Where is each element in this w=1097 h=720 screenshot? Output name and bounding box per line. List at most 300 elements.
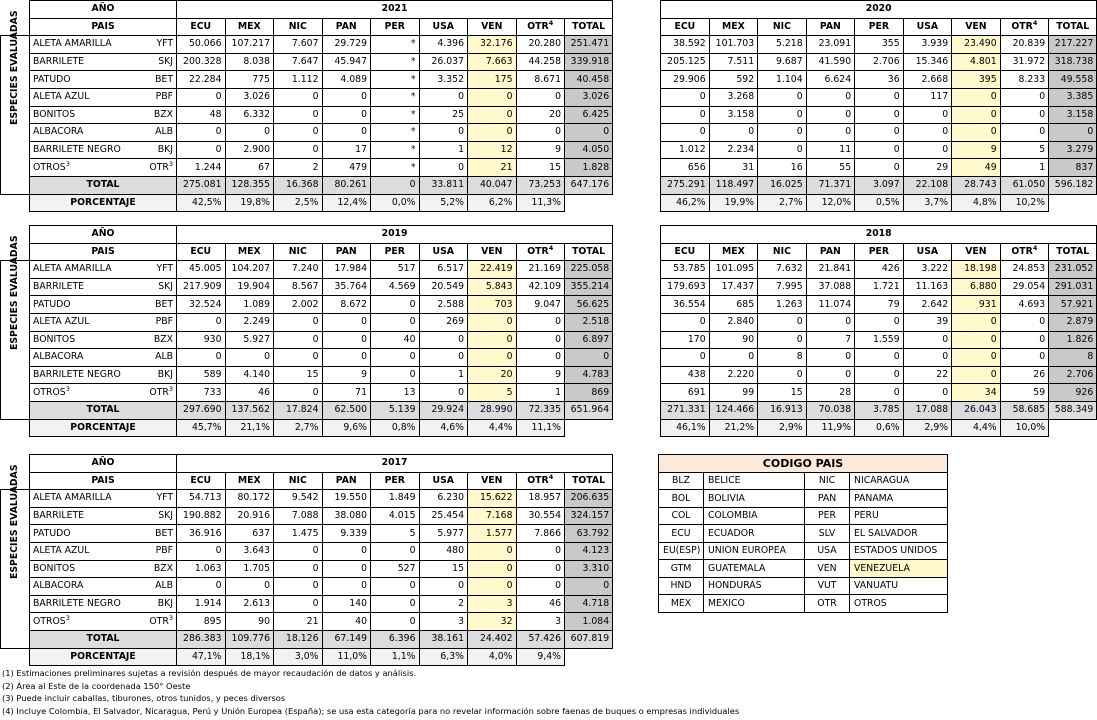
value-cell: 0 (1000, 124, 1049, 142)
value-cell: 6.230 (419, 490, 468, 508)
value-cell: 0 (274, 349, 323, 367)
value-cell: 1.244 (177, 159, 226, 177)
value-cell: 90 (709, 331, 758, 349)
value-cell: 0 (516, 542, 565, 560)
species-row-label (30, 331, 177, 349)
value-cell: 8 (1049, 349, 1097, 367)
value-cell: 17.437 (709, 278, 758, 296)
total-cell: 0 (371, 176, 420, 194)
value-cell: 36.916 (177, 525, 226, 543)
value-cell: 0 (516, 88, 565, 106)
value-cell: 7.511 (709, 53, 758, 71)
value-cell: 0 (516, 578, 565, 596)
country-name: NICARAGUA (850, 472, 948, 490)
value-cell: 40.458 (565, 71, 613, 89)
value-cell: 3 (468, 595, 517, 613)
value-cell: 40 (322, 613, 371, 631)
value-cell: 438 (661, 366, 710, 384)
y2021-col-nic: NIC (274, 18, 323, 36)
value-cell: 0 (468, 578, 517, 596)
y2017-col-total: TOTAL (565, 472, 613, 490)
value-cell: 225.058 (565, 261, 613, 279)
value-cell: 1 (1000, 159, 1049, 177)
value-cell: 1 (419, 366, 468, 384)
ano-label: AÑO (30, 1, 177, 19)
total-cell: 57.426 (516, 630, 565, 648)
species-name: PATUDO (33, 73, 71, 85)
value-cell: 0 (903, 106, 952, 124)
value-cell: 0 (419, 331, 468, 349)
value-cell: 9.047 (516, 296, 565, 314)
value-cell: 1.104 (758, 71, 807, 89)
country-code: PER (805, 507, 850, 525)
percent-cell: 3,7% (903, 194, 952, 212)
percent-cell: 11,0% (322, 648, 371, 666)
value-cell: 517 (371, 261, 420, 279)
value-cell: 2.220 (709, 366, 758, 384)
value-cell: 6.517 (419, 261, 468, 279)
value-cell: 217.227 (1049, 36, 1097, 54)
value-cell: 42.109 (516, 278, 565, 296)
total-cell: 26.043 (952, 401, 1001, 419)
value-cell: 18.957 (516, 490, 565, 508)
value-cell: 0 (516, 124, 565, 142)
value-cell: 5.927 (225, 331, 274, 349)
value-cell: 656 (661, 159, 710, 177)
value-cell: 2.234 (709, 141, 758, 159)
value-cell: 36.554 (661, 296, 710, 314)
y2018-col-nic: NIC (758, 243, 807, 261)
total-cell: 16.913 (758, 401, 807, 419)
value-cell: 9 (322, 366, 371, 384)
species-row-label (30, 560, 177, 578)
value-cell: 895 (177, 613, 226, 631)
value-cell: 4.015 (371, 507, 420, 525)
value-cell: 0 (855, 159, 904, 177)
value-cell: 1.826 (1049, 331, 1097, 349)
total-row-label: TOTAL (30, 630, 177, 648)
species-code: SKJ (158, 56, 173, 68)
value-cell: 395 (952, 71, 1001, 89)
species-name: BONITOS (33, 333, 76, 345)
value-cell: 30.554 (516, 507, 565, 525)
value-cell: 2.002 (274, 296, 323, 314)
value-cell: 0 (565, 578, 613, 596)
y2020-col-pan: PAN (806, 18, 855, 36)
value-cell: 0 (177, 124, 226, 142)
species-row-label (30, 141, 177, 159)
value-cell: 0 (855, 106, 904, 124)
value-cell: 21.841 (806, 261, 855, 279)
species-name: BARRILETE (33, 56, 85, 68)
value-cell: 2.668 (903, 71, 952, 89)
total-cell: 128.355 (225, 176, 274, 194)
value-cell: 8.038 (225, 53, 274, 71)
value-cell: 15 (419, 560, 468, 578)
value-cell: 20.280 (516, 36, 565, 54)
value-cell: 339.918 (565, 53, 613, 71)
value-cell: 479 (322, 159, 371, 177)
value-cell: 0 (952, 366, 1001, 384)
value-cell: 4.396 (419, 36, 468, 54)
value-cell: 4.123 (565, 542, 613, 560)
species-code: SKJ (158, 510, 173, 522)
country-code: GTM (659, 560, 704, 578)
value-cell: 0 (903, 384, 952, 402)
species-row-label (30, 525, 177, 543)
value-cell: 775 (225, 71, 274, 89)
codigo-pais-title: CODIGO PAIS (659, 455, 948, 473)
value-cell: 1.475 (274, 525, 323, 543)
country-code: SLV (805, 525, 850, 543)
value-cell: 0 (661, 313, 710, 331)
catch-table-2017 (0, 454, 613, 666)
value-cell: 5 (468, 384, 517, 402)
value-cell: 2.840 (709, 313, 758, 331)
value-cell: 0 (565, 124, 613, 142)
total-cell: 3.097 (855, 176, 904, 194)
value-cell: 1.263 (758, 296, 807, 314)
porcentaje-row-label: PORCENTAJE (30, 648, 177, 666)
value-cell: 0 (468, 349, 517, 367)
percent-cell: 4,4% (952, 419, 1001, 437)
value-cell: 35.764 (322, 278, 371, 296)
percent-cell: 11,9% (806, 419, 855, 437)
total-cell: 118.497 (709, 176, 758, 194)
percent-cell: 12,4% (322, 194, 371, 212)
value-cell: 38.592 (661, 36, 710, 54)
species-name: BARRILETE NEGRO (33, 144, 121, 156)
value-cell: 2 (274, 159, 323, 177)
y2017-col-nic: NIC (274, 472, 323, 490)
value-cell: * (371, 141, 420, 159)
total-cell: 275.291 (661, 176, 710, 194)
y2021-col-per: PER (371, 18, 420, 36)
value-cell: 0 (177, 313, 226, 331)
value-cell: 57.921 (1049, 296, 1097, 314)
percent-cell: 6,2% (468, 194, 517, 212)
value-cell: 29.729 (322, 36, 371, 54)
total-cell: 22.108 (903, 176, 952, 194)
value-cell: 0 (225, 349, 274, 367)
value-cell: 23.091 (806, 36, 855, 54)
value-cell: 0 (758, 331, 807, 349)
value-cell: 0 (468, 560, 517, 578)
country-code: OTR (805, 595, 850, 613)
value-cell: 15 (758, 384, 807, 402)
value-cell: 1.063 (177, 560, 226, 578)
value-cell: * (371, 106, 420, 124)
value-cell: 38.080 (322, 507, 371, 525)
value-cell: 26.037 (419, 53, 468, 71)
total-cell: 73.253 (516, 176, 565, 194)
value-cell: 4.140 (225, 366, 274, 384)
y2021-col-usa: USA (419, 18, 468, 36)
value-cell: 5 (1000, 141, 1049, 159)
value-cell: 0 (661, 106, 710, 124)
value-cell: 7.647 (274, 53, 323, 71)
value-cell: 21.169 (516, 261, 565, 279)
species-name: OTROS (33, 386, 66, 398)
value-cell: 4.718 (565, 595, 613, 613)
value-cell: 0 (855, 124, 904, 142)
species-code: BKJ (157, 598, 173, 610)
value-cell: 0 (322, 88, 371, 106)
species-row-label (30, 366, 177, 384)
especies-evaluadas-label: ESPECIES EVALUADAS (1, 490, 30, 648)
country-name: UNION EUROPEA (704, 542, 805, 560)
value-cell: 0 (806, 124, 855, 142)
country-code: BLZ (659, 472, 704, 490)
value-cell: 0 (903, 124, 952, 142)
value-cell: 3 (419, 613, 468, 631)
value-cell: 0 (661, 88, 710, 106)
value-cell: 28 (806, 384, 855, 402)
country-code: NIC (805, 472, 850, 490)
value-cell: 3.222 (903, 261, 952, 279)
value-cell: 0 (806, 106, 855, 124)
value-cell: 17.984 (322, 261, 371, 279)
value-cell: 0 (516, 560, 565, 578)
country-code: PAN (805, 490, 850, 508)
value-cell: 7.866 (516, 525, 565, 543)
footnote-4: (4) Incluye Colombia, El Salvador, Nicaragua, Perú y Unión Europea (España); se usa esta categoría para no revelar información sobre faenas de buques o empresas individuales (2, 706, 740, 717)
y2017-col-usa: USA (419, 472, 468, 490)
y2020-col-mex: MEX (709, 18, 758, 36)
value-cell: 0 (177, 141, 226, 159)
value-cell: 21 (468, 159, 517, 177)
species-row-label: OTROS$^3$ OTR$^3$ (30, 384, 177, 402)
value-cell: 0 (468, 124, 517, 142)
value-cell: 0 (419, 384, 468, 402)
value-cell: 0 (371, 542, 420, 560)
value-cell: 45.005 (177, 261, 226, 279)
value-cell: 2.249 (225, 313, 274, 331)
value-cell: 0 (952, 349, 1001, 367)
value-cell: 20.549 (419, 278, 468, 296)
value-cell: 4.693 (1000, 296, 1049, 314)
value-cell: 2.588 (419, 296, 468, 314)
value-cell: 7 (806, 331, 855, 349)
value-cell: 0 (855, 384, 904, 402)
value-cell: 3.385 (1049, 88, 1097, 106)
year-header-2020: 2020 (661, 1, 1097, 19)
species-name: ALETA AMARILLA (33, 492, 112, 504)
species-code: YFT (156, 38, 173, 50)
species-name: BONITOS (33, 108, 76, 120)
value-cell: 0 (371, 349, 420, 367)
percent-cell: 19,9% (709, 194, 758, 212)
y2019-col-total: TOTAL (565, 243, 613, 261)
value-cell: 4.569 (371, 278, 420, 296)
species-row-label (30, 490, 177, 508)
total-cell: 607.819 (565, 630, 613, 648)
percent-cell: 21,2% (709, 419, 758, 437)
total-cell: 17.824 (274, 401, 323, 419)
value-cell: 200.328 (177, 53, 226, 71)
species-code: YFT (156, 492, 173, 504)
y2019-col-per: PER (371, 243, 420, 261)
value-cell: 0 (903, 349, 952, 367)
value-cell: 31 (709, 159, 758, 177)
percent-cell: 42,5% (177, 194, 226, 212)
porcentaje-row-label: PORCENTAJE (30, 194, 177, 212)
value-cell: 0 (274, 578, 323, 596)
species-row-label: OTROS$^3$ OTR$^3$ (30, 613, 177, 631)
value-cell: 0 (468, 88, 517, 106)
value-cell: 0 (274, 542, 323, 560)
species-code: BET (155, 73, 173, 85)
species-row-label (30, 349, 177, 367)
value-cell: 691 (661, 384, 710, 402)
value-cell: 7.607 (274, 36, 323, 54)
value-cell: 7.663 (468, 53, 517, 71)
species-code: BZX (153, 333, 173, 345)
country-code: EU(ESP) (659, 542, 704, 560)
value-cell: 0 (371, 366, 420, 384)
percent-cell: 2,5% (274, 194, 323, 212)
y2018-col-mex: MEX (709, 243, 758, 261)
species-name: BARRILETE (33, 510, 85, 522)
especies-evaluadas-label: ESPECIES EVALUADAS (1, 261, 30, 419)
value-cell: 0 (177, 88, 226, 106)
y2019-col-pan: PAN (322, 243, 371, 261)
total-cell: 16.025 (758, 176, 807, 194)
value-cell: * (371, 71, 420, 89)
species-code: BZX (153, 108, 173, 120)
value-cell: 4.089 (322, 71, 371, 89)
value-cell: 251.471 (565, 36, 613, 54)
value-cell: * (371, 88, 420, 106)
percent-cell: 4,4% (468, 419, 517, 437)
value-cell: 7.240 (274, 261, 323, 279)
country-code: ECU (659, 525, 704, 543)
y2019-col-usa: USA (419, 243, 468, 261)
species-row-label (30, 507, 177, 525)
value-cell: 179.693 (661, 278, 710, 296)
species-row-label (30, 106, 177, 124)
value-cell: 0 (371, 595, 420, 613)
value-cell: 1.012 (661, 141, 710, 159)
value-cell: 9 (952, 141, 1001, 159)
value-cell: 79 (855, 296, 904, 314)
value-cell: 9 (516, 366, 565, 384)
value-cell: 926 (1049, 384, 1097, 402)
value-cell: 291.031 (1049, 278, 1097, 296)
value-cell: 17 (322, 141, 371, 159)
y2018-col-per: PER (855, 243, 904, 261)
value-cell: 40 (371, 331, 420, 349)
value-cell: 6.624 (806, 71, 855, 89)
percent-cell: 46,1% (661, 419, 710, 437)
species-code: BKJ (157, 144, 173, 156)
percent-cell: 10,2% (1000, 194, 1049, 212)
value-cell: 527 (371, 560, 420, 578)
total-cell: 67.149 (322, 630, 371, 648)
country-code: VEN (805, 560, 850, 578)
value-cell: 0 (322, 578, 371, 596)
value-cell: 6.332 (225, 106, 274, 124)
value-cell: 90 (225, 613, 274, 631)
value-cell: 39 (903, 313, 952, 331)
species-name: ALETA AZUL (33, 91, 90, 103)
value-cell: * (371, 36, 420, 54)
value-cell: 26 (1000, 366, 1049, 384)
species-code: BET (155, 527, 173, 539)
total-cell: 16.368 (274, 176, 323, 194)
ano-label: AÑO (30, 226, 177, 244)
value-cell: 269 (419, 313, 468, 331)
species-name: ALBACORA (33, 351, 84, 363)
country-name: OTROS (850, 595, 948, 613)
species-name: ALETA AMARILLA (33, 263, 112, 275)
value-cell: 0 (322, 542, 371, 560)
total-cell: 596.182 (1049, 176, 1097, 194)
value-cell: 3.268 (709, 88, 758, 106)
total-cell: 286.383 (177, 630, 226, 648)
percent-cell: 1,1% (371, 648, 420, 666)
species-row-label (30, 542, 177, 560)
value-cell: 5.843 (468, 278, 517, 296)
y2017-col-otr: OTR$^4$ (516, 472, 565, 490)
value-cell: 0 (855, 141, 904, 159)
total-cell: 61.050 (1000, 176, 1049, 194)
percent-cell: 21,1% (225, 419, 274, 437)
value-cell: 0 (952, 88, 1001, 106)
value-cell: 29 (903, 159, 952, 177)
total-cell: 62.500 (322, 401, 371, 419)
total-row-label: TOTAL (30, 176, 177, 194)
value-cell: 22.419 (468, 261, 517, 279)
value-cell: 0 (468, 313, 517, 331)
species-row-label (30, 578, 177, 596)
total-cell: 647.176 (565, 176, 613, 194)
species-code: ALB (155, 351, 173, 363)
value-cell: 1.577 (468, 525, 517, 543)
value-cell: 0 (177, 578, 226, 596)
value-cell: 0 (855, 88, 904, 106)
value-cell: 0 (274, 88, 323, 106)
value-cell: 0 (177, 542, 226, 560)
total-cell: 24.402 (468, 630, 517, 648)
value-cell: 29.906 (661, 71, 710, 89)
total-cell: 5.139 (371, 401, 420, 419)
value-cell: 7.088 (274, 507, 323, 525)
value-cell: 46 (225, 384, 274, 402)
value-cell: 49.558 (1049, 71, 1097, 89)
species-name: OTROS (33, 161, 66, 173)
value-cell: 0 (758, 88, 807, 106)
ano-label: AÑO (30, 455, 177, 473)
value-cell: 20.839 (1000, 36, 1049, 54)
species-code: SKJ (158, 281, 173, 293)
species-code: BET (155, 298, 173, 310)
codigo-pais-table (658, 454, 948, 613)
value-cell: 1 (516, 384, 565, 402)
value-cell: 0 (709, 124, 758, 142)
country-code: BOL (659, 490, 704, 508)
y2017-col-pan: PAN (322, 472, 371, 490)
percent-cell: 0,8% (371, 419, 420, 437)
value-cell: 46 (516, 595, 565, 613)
value-cell: 426 (855, 261, 904, 279)
value-cell: 22.284 (177, 71, 226, 89)
value-cell: 733 (177, 384, 226, 402)
percent-cell: 3,0% (274, 648, 323, 666)
value-cell: 48 (177, 106, 226, 124)
percent-cell: 45,7% (177, 419, 226, 437)
value-cell: 1.721 (855, 278, 904, 296)
